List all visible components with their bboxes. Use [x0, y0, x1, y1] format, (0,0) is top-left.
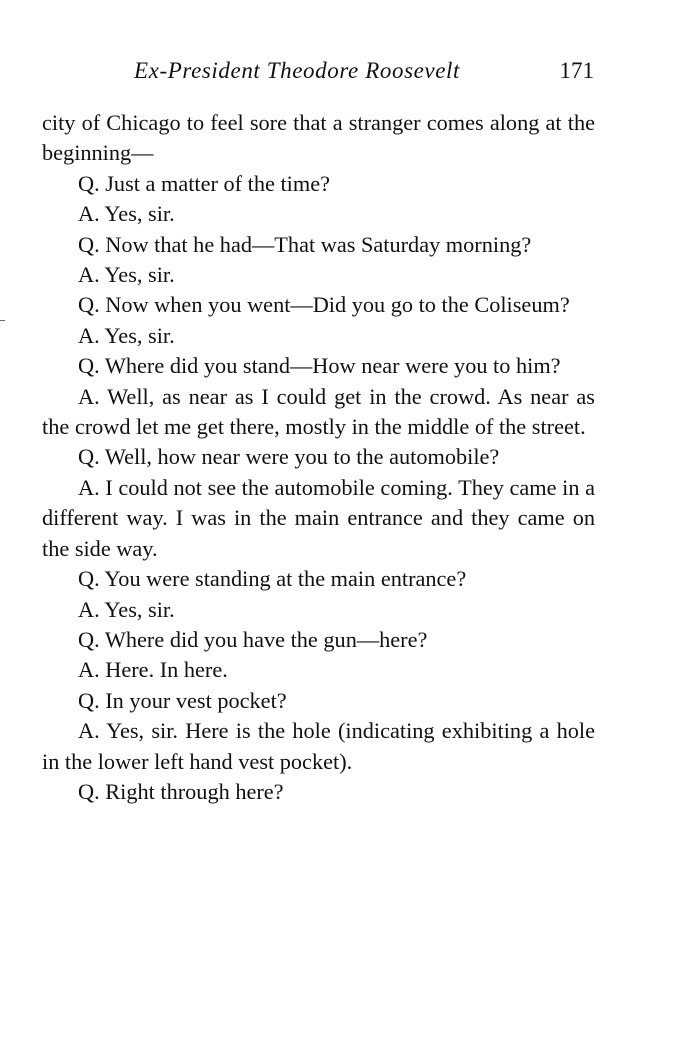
- answer-paragraph: A. Here. In here.: [78, 657, 228, 683]
- answer-paragraph: A. Yes, sir. Here is the hole (indicating exhibiting a hole in the lower left hand vest pocket).: [42, 718, 595, 774]
- answer-paragraph: A. Well, as near as I could get in the crowd. As near as the crowd let me get there, mostly in the middle of the street.: [42, 383, 595, 440]
- question-paragraph: Q. Just a matter of the time?: [78, 170, 331, 196]
- paragraph: city of Chicago to feel sore that a stranger comes along at the beginning—: [42, 110, 595, 166]
- body-text: [42, 108, 595, 807]
- question-paragraph: Q. Now when you went—Did you go to the Coliseum?: [78, 292, 570, 318]
- question-paragraph: Q. Where did you stand—How near were you to him?: [78, 353, 561, 379]
- answer-paragraph: A. Yes, sir.: [78, 262, 175, 288]
- answer-paragraph: A. Yes, sir.: [78, 201, 175, 227]
- question-paragraph: Q. Right through here?: [78, 778, 284, 804]
- answer-paragraph: A. Yes, sir.: [78, 596, 175, 622]
- page-number: 171: [559, 58, 594, 83]
- question-paragraph: Q. In your vest pocket?: [78, 687, 287, 713]
- question-paragraph: Q. Now that he had—That was Saturday morning?: [78, 231, 532, 257]
- question-paragraph: Q. Where did you have the gun—here?: [78, 626, 428, 652]
- answer-paragraph: A. I could not see the automobile coming. They came in a different way. I was in the main entrance and they came on the side way.: [42, 474, 595, 561]
- question-paragraph: Q. Well, how near were you to the automobile?: [78, 444, 500, 470]
- question-paragraph: Q. You were standing at the main entrance?: [78, 566, 467, 592]
- answer-paragraph: A. Yes, sir.: [78, 322, 175, 348]
- running-title: Ex-President Theodore Roosevelt: [134, 58, 461, 83]
- page-header: [40, 58, 596, 94]
- margin-mark: [0, 320, 5, 321]
